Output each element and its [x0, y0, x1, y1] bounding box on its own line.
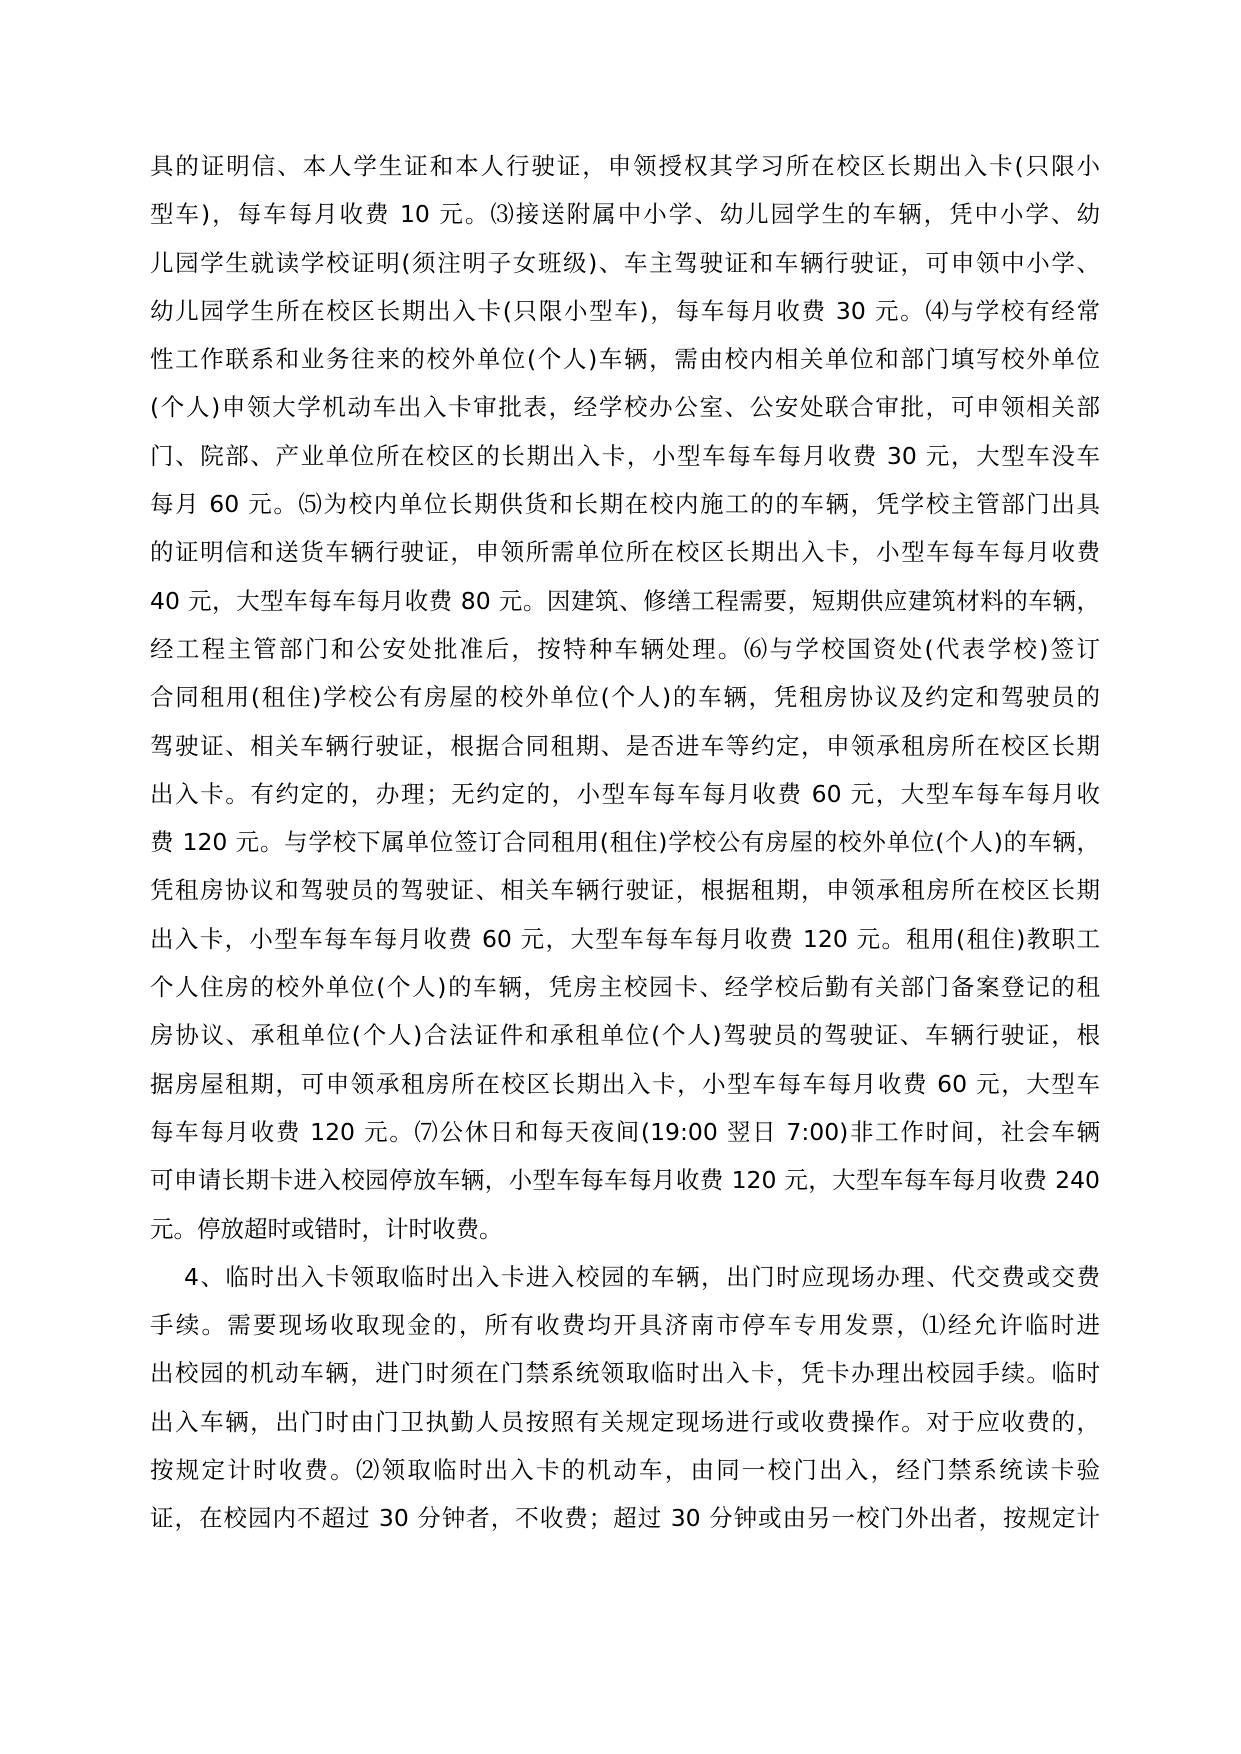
text-line-5: 性工作联系和业务往来的校外单位(个人)车辆，需由校内相关单位和部门填写校外单位 [150, 345, 1100, 374]
text-line-10: 40 元，大型车每车每月收费 80 元。因建筑、修缮工程需要，短期供应建筑材料的车辆， [150, 586, 1100, 615]
text-line-18: 个人住房的校外单位(个人)的车辆，凭房主校园卡、经学校后勤有关部门备案登记的租 [150, 973, 1100, 1002]
text-line-28: 按规定计时收费。⑵领取临时出入卡的机动车，由同一校门出入，经门禁系统读卡验 [150, 1456, 1100, 1485]
text-line-11: 经工程主管部门和公安处批准后，按特种车辆处理。⑹与学校国资处(代表学校)签订 [150, 634, 1100, 663]
text-line-24: 4、临时出入卡领取临时出入卡进入校园的车辆，出门时应现场办理、代交费或交费 [184, 1262, 1100, 1291]
text-line-3: 儿园学生就读学校证明(须注明子女班级)、车主驾驶证和车辆行驶证，可申领中小学、 [150, 248, 1100, 277]
text-line-25: 手续。需要现场收取现金的，所有收费均开具济南市停车专用发票，⑴经允许临时进 [150, 1311, 1100, 1340]
text-line-20: 据房屋租期，可申领承租房所在校区长期出入卡，小型车每车每月收费 60 元，大型车 [150, 1069, 1100, 1098]
text-line-23: 元。停放超时或错时，计时收费。 [150, 1214, 503, 1243]
text-line-2: 型车)，每车每月收费 10 元。⑶接送附属中小学、幼儿园学生的车辆，凭中小学、幼 [150, 200, 1100, 229]
text-line-4: 幼儿园学生所在校区长期出入卡(只限小型车)，每车每月收费 30 元。⑷与学校有经常 [150, 296, 1100, 325]
text-line-16: 凭租房协议和驾驶员的驾驶证、相关车辆行驶证，根据租期，申领承租房所在校区长期 [150, 876, 1100, 905]
text-line-19: 房协议、承租单位(个人)合法证件和承租单位(个人)驾驶员的驾驶证、车辆行驶证，根 [150, 1021, 1100, 1050]
text-line-7: 门、院部、产业单位所在校区的长期出入卡，小型车每车每月收费 30 元，大型车没车 [150, 441, 1100, 470]
text-line-15: 费 120 元。与学校下属单位签订合同租用(租住)学校公有房屋的校外单位(个人)的车辆， [150, 828, 1100, 857]
text-line-13: 驾驶证、相关车辆行驶证，根据合同租期、是否进车等约定，申领承租房所在校区长期 [150, 731, 1100, 760]
text-line-6: (个人)申领大学机动车出入卡审批表，经学校办公室、公安处联合审批，可申领相关部 [150, 393, 1100, 422]
text-line-1: 具的证明信、本人学生证和本人行驶证，申领授权其学习所在校区长期出入卡(只限小 [150, 152, 1100, 180]
text-line-8: 每月 60 元。⑸为校内单位长期供货和长期在校内施工的的车辆，凭学校主管部门出具 [150, 490, 1100, 519]
text-line-12: 合同租用(租住)学校公有房屋的校外单位(个人)的车辆，凭租房协议及约定和驾驶员的 [150, 683, 1100, 712]
text-line-27: 出入车辆，出门时由门卫执勤人员按照有关规定现场进行或收费操作。对于应收费的， [150, 1407, 1100, 1436]
text-line-17: 出入卡，小型车每车每月收费 60 元，大型车每车每月收费 120 元。租用(租住)教职工 [150, 924, 1100, 953]
text-line-22: 可申请长期卡进入校园停放车辆，小型车每车每月收费 120 元，大型车每车每月收费 240 [150, 1166, 1100, 1195]
text-line-9: 的证明信和送货车辆行驶证，申领所需单位所在校区长期出入卡，小型车每车每月收费 [150, 538, 1100, 567]
text-line-21: 每车每月收费 120 元。⑺公休日和每天夜间(19:00 翌日 7:00)非工作时间，社会车辆 [150, 1117, 1100, 1146]
text-line-14: 出入卡。有约定的，办理；无约定的，小型车每车每月收费 60 元，大型车每车每月收 [150, 779, 1100, 808]
text-line-29: 证，在校园内不超过 30 分钟者，不收费；超过 30 分钟或由另一校门外出者，按规定计 [150, 1504, 1100, 1533]
text-line-26: 出校园的机动车辆，进门时须在门禁系统领取临时出入卡，凭卡办理出校园手续。临时 [150, 1359, 1100, 1388]
document-body [150, 142, 1100, 1543]
